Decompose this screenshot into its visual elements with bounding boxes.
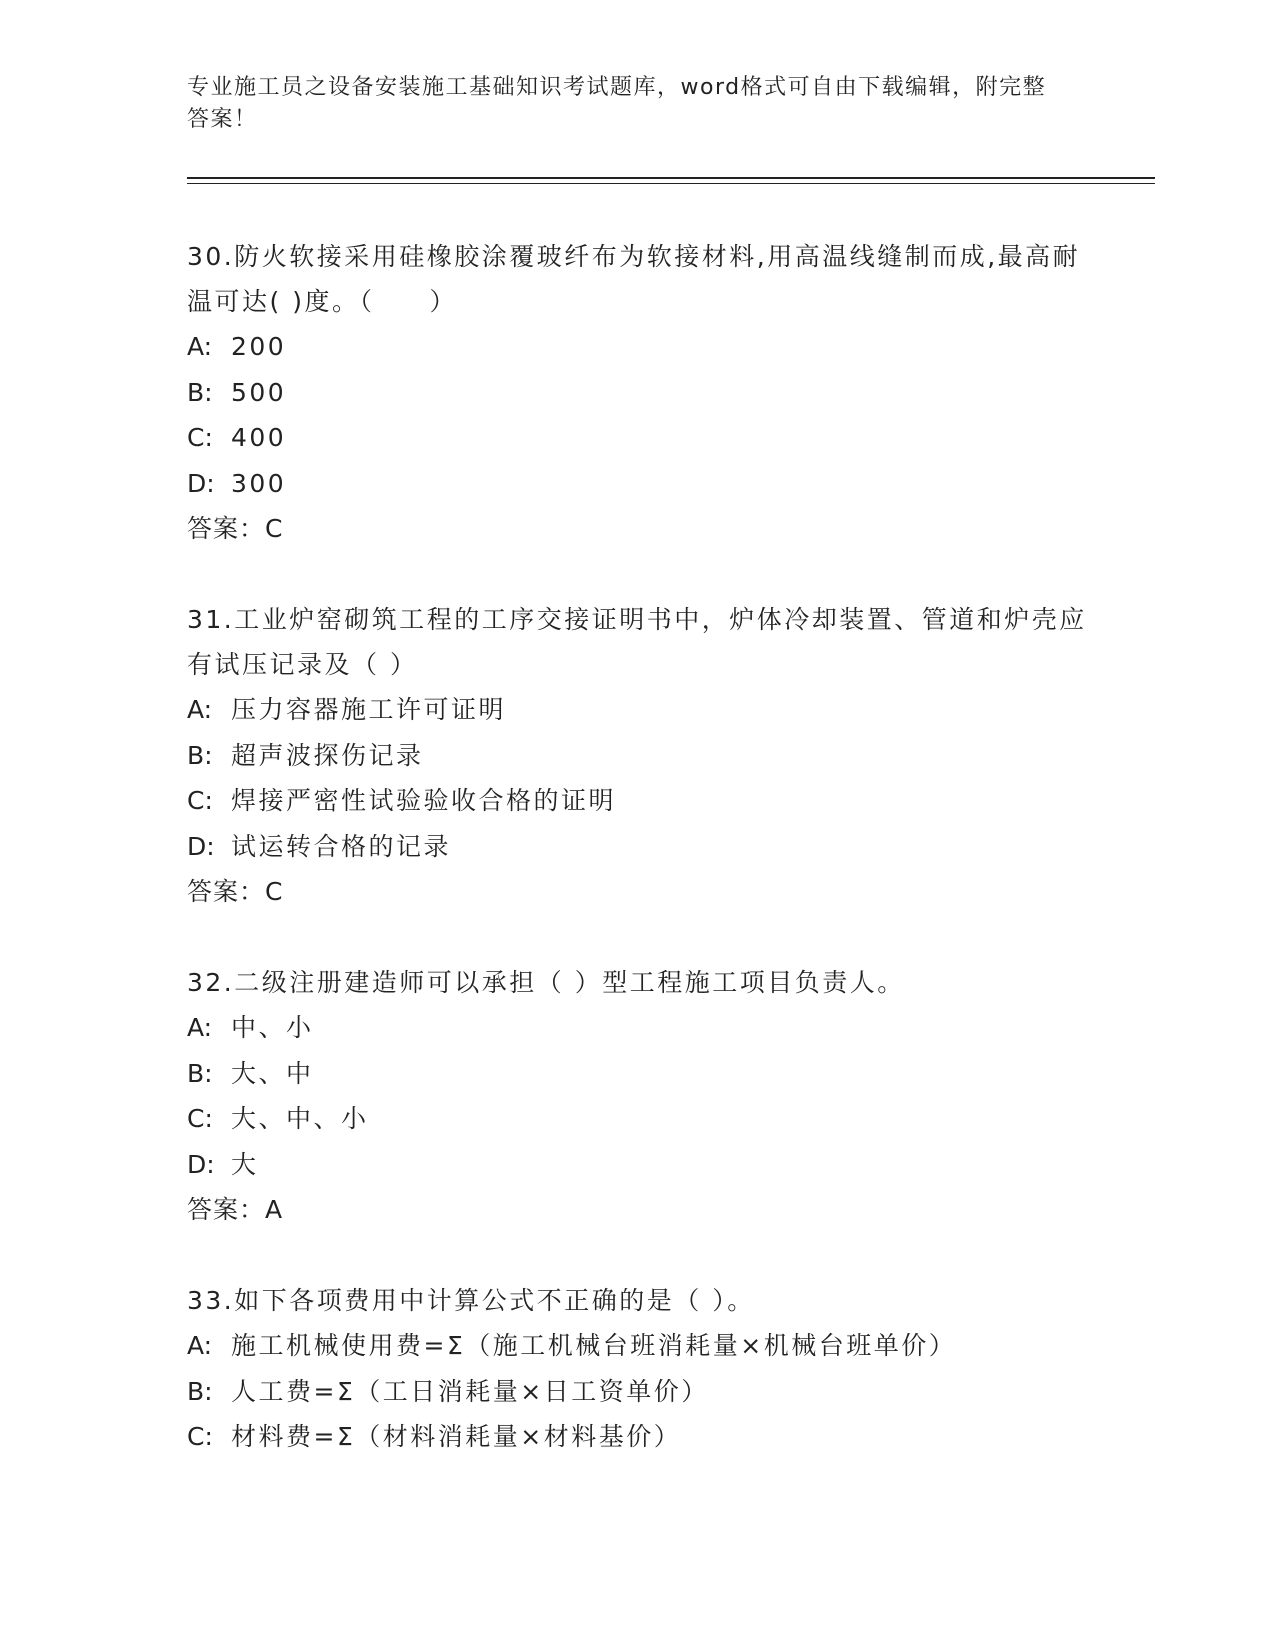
option-text: 大 [231,1149,259,1179]
option-key: A: [187,332,213,361]
option-a [187,1323,1087,1369]
option-d [187,461,1087,507]
option-c [187,415,1087,461]
answer-line: 答案：C [187,514,284,543]
option-a [187,687,1087,733]
option-d [187,824,1087,870]
header-divider-thick [187,177,1155,179]
option-key: B: [187,377,213,407]
question-stem: 32.二级注册建造师可以承担（ ）型工程施工项目负责人。 [187,968,905,997]
option-key: A: [187,1331,213,1360]
option-a [187,324,1087,370]
option-b [187,1369,1087,1415]
option-b [187,370,1087,416]
option-key: B: [187,740,213,770]
option-key: C: [187,1104,213,1133]
option-text: 人工费=Σ（工日消耗量×日工资单价） [231,1376,709,1406]
option-text: 材料费=Σ（材料消耗量×材料基价） [231,1422,682,1451]
option-key: C: [187,1422,213,1451]
option-b [187,733,1087,779]
option-text: 压力容器施工许可证明 [231,695,507,724]
option-text: 试运转合格的记录 [231,831,452,861]
option-d [187,1142,1087,1188]
option-text: 500 [231,377,287,407]
question-stem: 31.工业炉窑砌筑工程的工序交接证明书中，炉体冷却装置、管道和炉壳应有试压记录及（ ） [187,605,1087,679]
option-key: B: [187,1058,213,1088]
question-30 [187,234,1087,552]
option-key: D: [187,831,215,861]
answer-line: 答案：C [187,877,284,906]
option-key: A: [187,695,213,724]
question-32 [187,960,1087,1233]
option-text: 焊接严密性试验验收合格的证明 [231,786,617,815]
option-c [187,1414,1087,1460]
option-a [187,1005,1087,1051]
question-stem: 30.防火软接采用硅橡胶涂覆玻纤布为软接材料,用高温线缝制而成,最高耐温可达( )度。（ ） [187,242,1081,316]
option-text: 大、中 [231,1058,314,1088]
answer-line: 答案：A [187,1195,284,1224]
option-text: 300 [231,468,287,498]
option-text: 中、小 [231,1013,314,1042]
header-title: 专业施工员之设备安装施工基础知识考试题库，word格式可自由下载编辑，附完整答案！ [187,75,1047,132]
option-key: D: [187,468,215,498]
option-key: C: [187,423,213,452]
option-key: D: [187,1149,215,1179]
question-33 [187,1278,1087,1460]
question-stem: 33.如下各项费用中计算公式不正确的是（ ）。 [187,1286,755,1315]
option-c [187,778,1087,824]
option-b [187,1051,1087,1097]
option-text: 200 [231,332,287,361]
option-c [187,1096,1087,1142]
header-divider-thin [187,183,1155,184]
option-key: A: [187,1013,213,1042]
option-text: 施工机械使用费=Σ（施工机械台班消耗量×机械台班单价） [231,1331,957,1360]
document-header [187,72,1067,136]
option-key: B: [187,1376,213,1406]
option-text: 超声波探伤记录 [231,740,424,770]
question-31 [187,597,1087,915]
option-text: 400 [231,423,287,452]
option-key: C: [187,786,213,815]
option-text: 大、中、小 [231,1104,369,1133]
